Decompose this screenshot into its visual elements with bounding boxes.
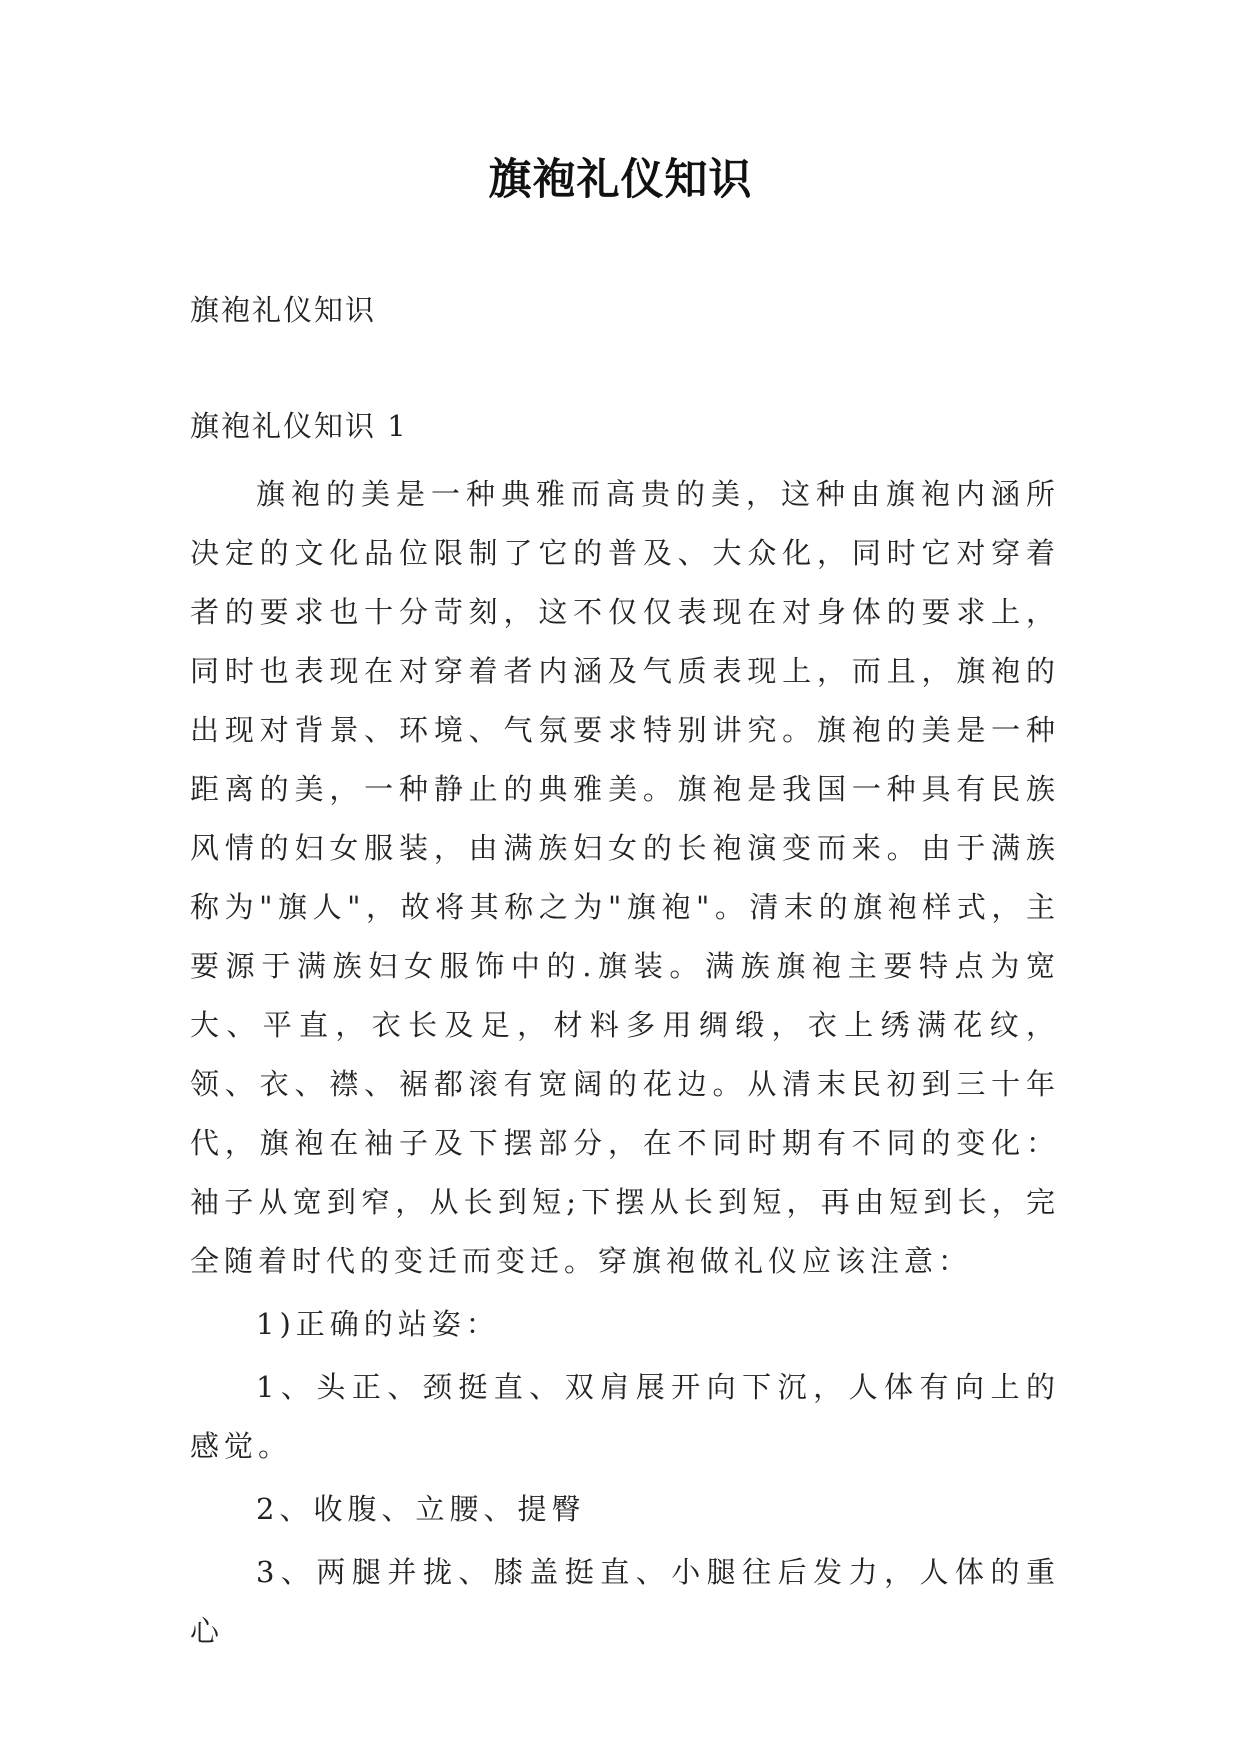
- section-heading: 旗袍礼仪知识 1: [190, 409, 408, 443]
- document-title: 旗袍礼仪知识: [488, 155, 753, 205]
- paragraph-item-1: 1、头正、颈挺直、双肩展开向下沉，人体有向上的感觉。: [190, 1370, 1060, 1463]
- paragraph-intro: 旗袍的美是一种典雅而高贵的美，这种由旗袍内涵所决定的文化品位限制了它的普及、大众化，同时它对穿着者的要求也十分苛刻，这不仅仅表现在对身体的要求上，同时也表现在对穿着者内涵及气质表现上，而且，旗袍的出现对背景、环境、气氛要求特别讲究。旗袍的美是一种距离的美，一种静止的典雅美。旗袍是我国一种具有民族风情的妇女服装，由满族妇女的长袍演变而来。由于满族称为"旗人"，故将其称之为"旗袍"。清末的旗袍样式，主要源于满族妇女服饰中的.旗装。满族旗袍主要特点为宽大、平直，衣长及足，材料多用绸缎，衣上绣满花纹，领、衣、襟、裾都滚有宽阔的花边。从清末民初到三十年代，旗袍在袖子及下摆部分，在不同时期有不同的变化：袖子从宽到窄，从长到短;下摆从长到短，再由短到长，完全随着时代的变迁而变迁。穿旗袍做礼仪应该注意：: [190, 477, 1060, 1278]
- document-body: [190, 465, 1060, 1665]
- paragraph-standing-posture: 1)正确的站姿：: [256, 1307, 500, 1341]
- document-subtitle: 旗袍礼仪知识: [190, 293, 377, 327]
- paragraph-item-3: 3、两腿并拢、膝盖挺直、小腿往后发力，人体的重心: [190, 1555, 1060, 1648]
- paragraph-item-2: 2、收腹、立腰、提臀: [256, 1492, 586, 1526]
